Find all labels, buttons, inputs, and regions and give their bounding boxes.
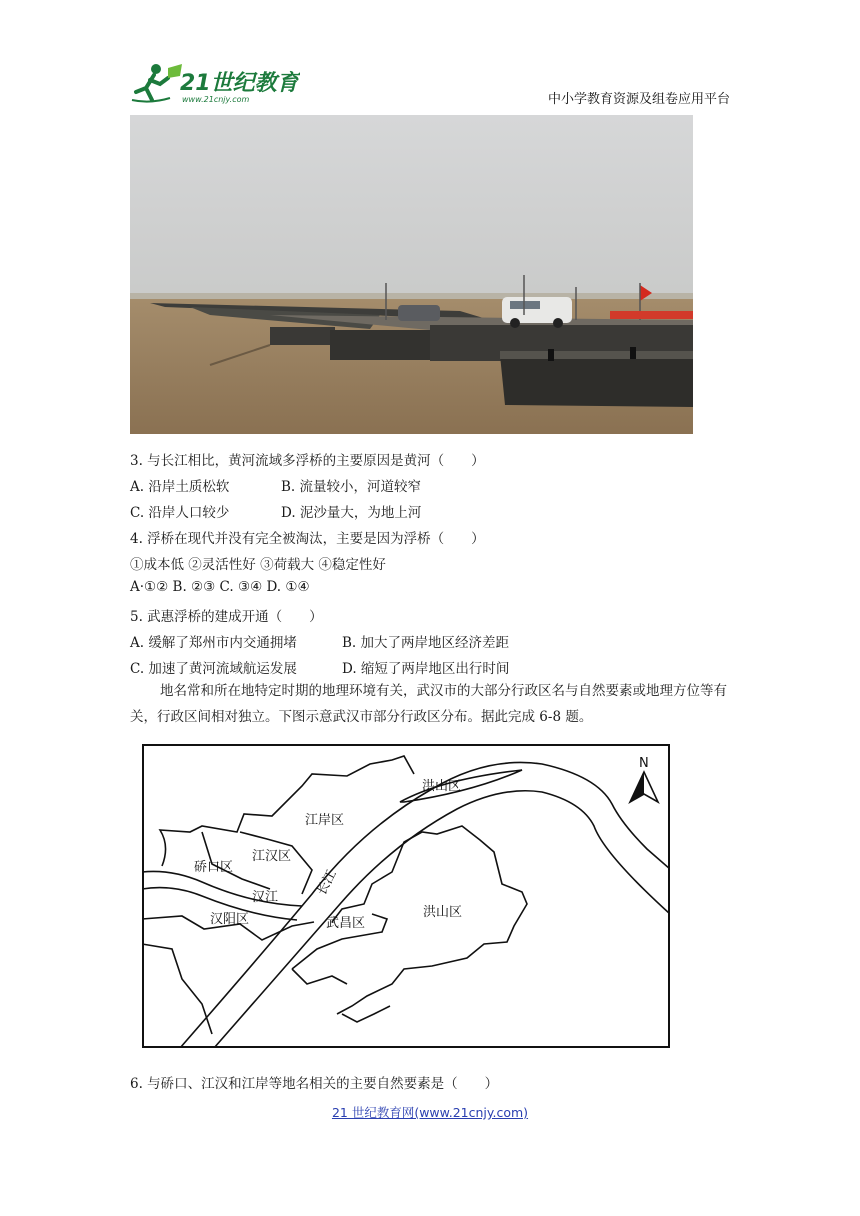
q5-option-d: D. 缩短了两岸地区出行时间	[342, 661, 510, 677]
logo-text: 21世纪教育	[180, 71, 299, 96]
intro-paragraph: 地名常和所在地特定时期的地理环境有关，武汉市的大部分行政区名与自然要素或地理方位等有关，行政区间相对独立。下图示意武汉市部分行政区分布。据此完成 6-8 题。	[130, 683, 727, 725]
q3-option-b: B. 流量较小，河道较窄	[281, 479, 422, 495]
q5-option-a: A. 缓解了郑州市内交通拥堵	[130, 635, 297, 651]
q3-stem: 3. 与长江相比，黄河流域多浮桥的主要原因是黄河（ ）	[130, 453, 485, 469]
label-qiaokou: 硚口区	[194, 860, 234, 875]
pontoon-bridge-photo	[130, 115, 693, 434]
q5-option-b: B. 加大了两岸地区经济差距	[342, 635, 510, 651]
label-jianghan: 江汉区	[252, 849, 292, 864]
wuhan-district-map	[142, 744, 670, 1048]
logo-url: www.21cnjy.com	[182, 95, 250, 104]
q6-stem: 6. 与硚口、江汉和江岸等地名相关的主要自然要素是（ ）	[130, 1076, 499, 1092]
q4-options: A·①② B. ②③ C. ③④ D. ①④	[130, 579, 310, 595]
q5-option-c: C. 加速了黄河流域航运发展	[130, 661, 297, 677]
q4-stem: 4. 浮桥在现代并没有完全被淘汰，主要是因为浮桥（ ）	[130, 531, 485, 547]
runner-icon	[132, 64, 182, 102]
q4-items: ①成本低 ②灵活性好 ③荷载大 ④稳定性好	[130, 557, 386, 573]
q3-option-a: A. 沿岸土质松软	[130, 479, 230, 495]
north-label: N	[639, 756, 649, 771]
q3-option-d: D. 泥沙量大，为地上河	[281, 505, 422, 521]
label-hanjiang-river: 汉江	[252, 890, 279, 905]
platform-title: 中小学教育资源及组卷应用平台	[547, 92, 730, 107]
q3-option-c: C. 沿岸人口较少	[130, 505, 230, 521]
label-jiangan: 江岸区	[305, 813, 345, 828]
site-logo	[130, 60, 300, 106]
q5-stem: 5. 武惠浮桥的建成开通（ ）	[130, 609, 323, 625]
label-wuchang: 武昌区	[326, 916, 366, 931]
label-hongshan-island: 洪山区	[422, 779, 462, 794]
label-hongshan: 洪山区	[423, 905, 463, 920]
footer-link[interactable]: 21 世纪教育网(www.21cnjy.com)	[331, 1105, 529, 1120]
label-hanyang: 汉阳区	[210, 912, 250, 927]
label-changjiang-river: 长江	[314, 867, 340, 898]
